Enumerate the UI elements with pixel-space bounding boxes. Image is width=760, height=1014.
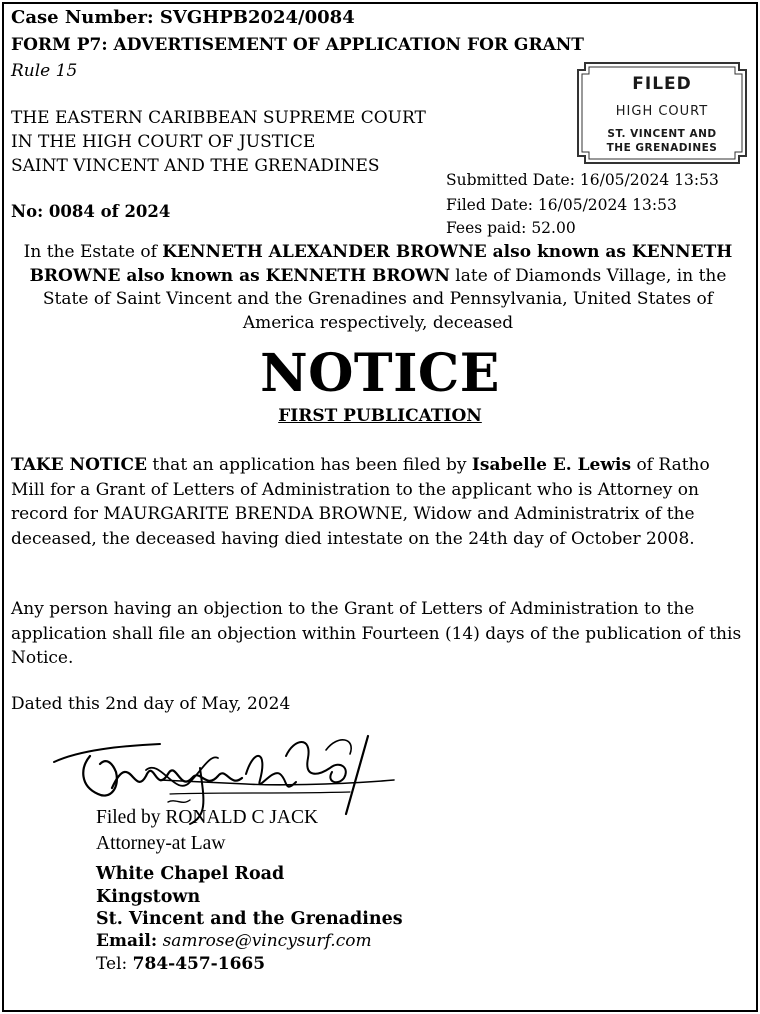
email-address: samrose@vincysurf.com: [162, 931, 372, 951]
attorney-title: Attorney-at Law: [96, 833, 226, 854]
filed-stamp: [577, 62, 747, 164]
estate-prefix: In the Estate of: [23, 242, 163, 262]
case-no: No: 0084 of 2024: [11, 202, 171, 221]
address-line-1: White Chapel Road: [96, 864, 285, 884]
publication-label: FIRST PUBLICATION: [278, 406, 482, 426]
notice-paragraph-1: [11, 453, 744, 551]
fees-paid: Fees paid: 52.00: [446, 219, 576, 237]
notice-paragraph-2: Any person having an objection to the Grant of Letters of Administration to the application shall file an objection within Fourteen (14) days of the publication of this Notice.: [11, 599, 742, 668]
filed-by: Filed by RONALD C JACK: [96, 807, 319, 828]
stamp-filed-text: FILED: [632, 74, 692, 94]
estate-description: [8, 241, 748, 335]
filed-date: Filed Date: 16/05/2024 13:53: [446, 196, 677, 214]
telephone-number: 784-457-1665: [132, 954, 266, 974]
paragraph-1-text-a: that an application has been filed by: [147, 455, 472, 475]
address-line-3: St. Vincent and the Grenadines: [96, 909, 403, 929]
applicant-name: Isabelle E. Lewis: [471, 455, 632, 475]
address-line-2: Kingstown: [96, 887, 201, 907]
deceased-names: KENNETH ALEXANDER BROWNE also known as KENNETH BROWNE also known as KENNETH BROWN: [29, 242, 733, 286]
dated-line: Dated this 2nd day of May, 2024: [11, 694, 291, 714]
notice-title: NOTICE: [260, 343, 500, 404]
telephone-label: Tel:: [96, 954, 128, 974]
email-label: Email:: [96, 931, 158, 951]
estate-suffix: late of Diamonds Village, in the State of Saint Vincent and the Grenadines and Pennsylvania, United States of America respectively, deceased: [42, 265, 727, 333]
form-title: FORM P7: ADVERTISEMENT OF APPLICATION FOR GRANT: [11, 35, 584, 55]
stamp-court-text: HIGH COURT: [615, 104, 709, 119]
case-number: Case Number: SVGHPB2024/0084: [11, 7, 355, 28]
take-notice-lead: TAKE NOTICE: [11, 455, 147, 475]
court-name-line-2: IN THE HIGH COURT OF JUSTICE: [11, 132, 316, 152]
submitted-date: Submitted Date: 16/05/2024 13:53: [446, 171, 719, 189]
court-name-line-3: SAINT VINCENT AND THE GRENADINES: [11, 156, 380, 176]
stamp-location-line-1: ST. VINCENT AND: [607, 128, 717, 140]
rule-reference: Rule 15: [11, 61, 78, 81]
court-name-line-1: THE EASTERN CARIBBEAN SUPREME COURT: [11, 108, 426, 128]
paragraph-1-text-b: of Ratho Mill for a Grant of Letters of Administration to the applicant who is Attorney on record for MAURGARITE BRENDA BROWNE, Widow and Administratrix of the deceased, the deceased having died intestate on the 24th day of October 2008.: [11, 455, 710, 549]
telephone-line: [96, 954, 265, 974]
email-line: [96, 931, 372, 951]
stamp-location-line-2: THE GRENADINES: [606, 142, 718, 154]
